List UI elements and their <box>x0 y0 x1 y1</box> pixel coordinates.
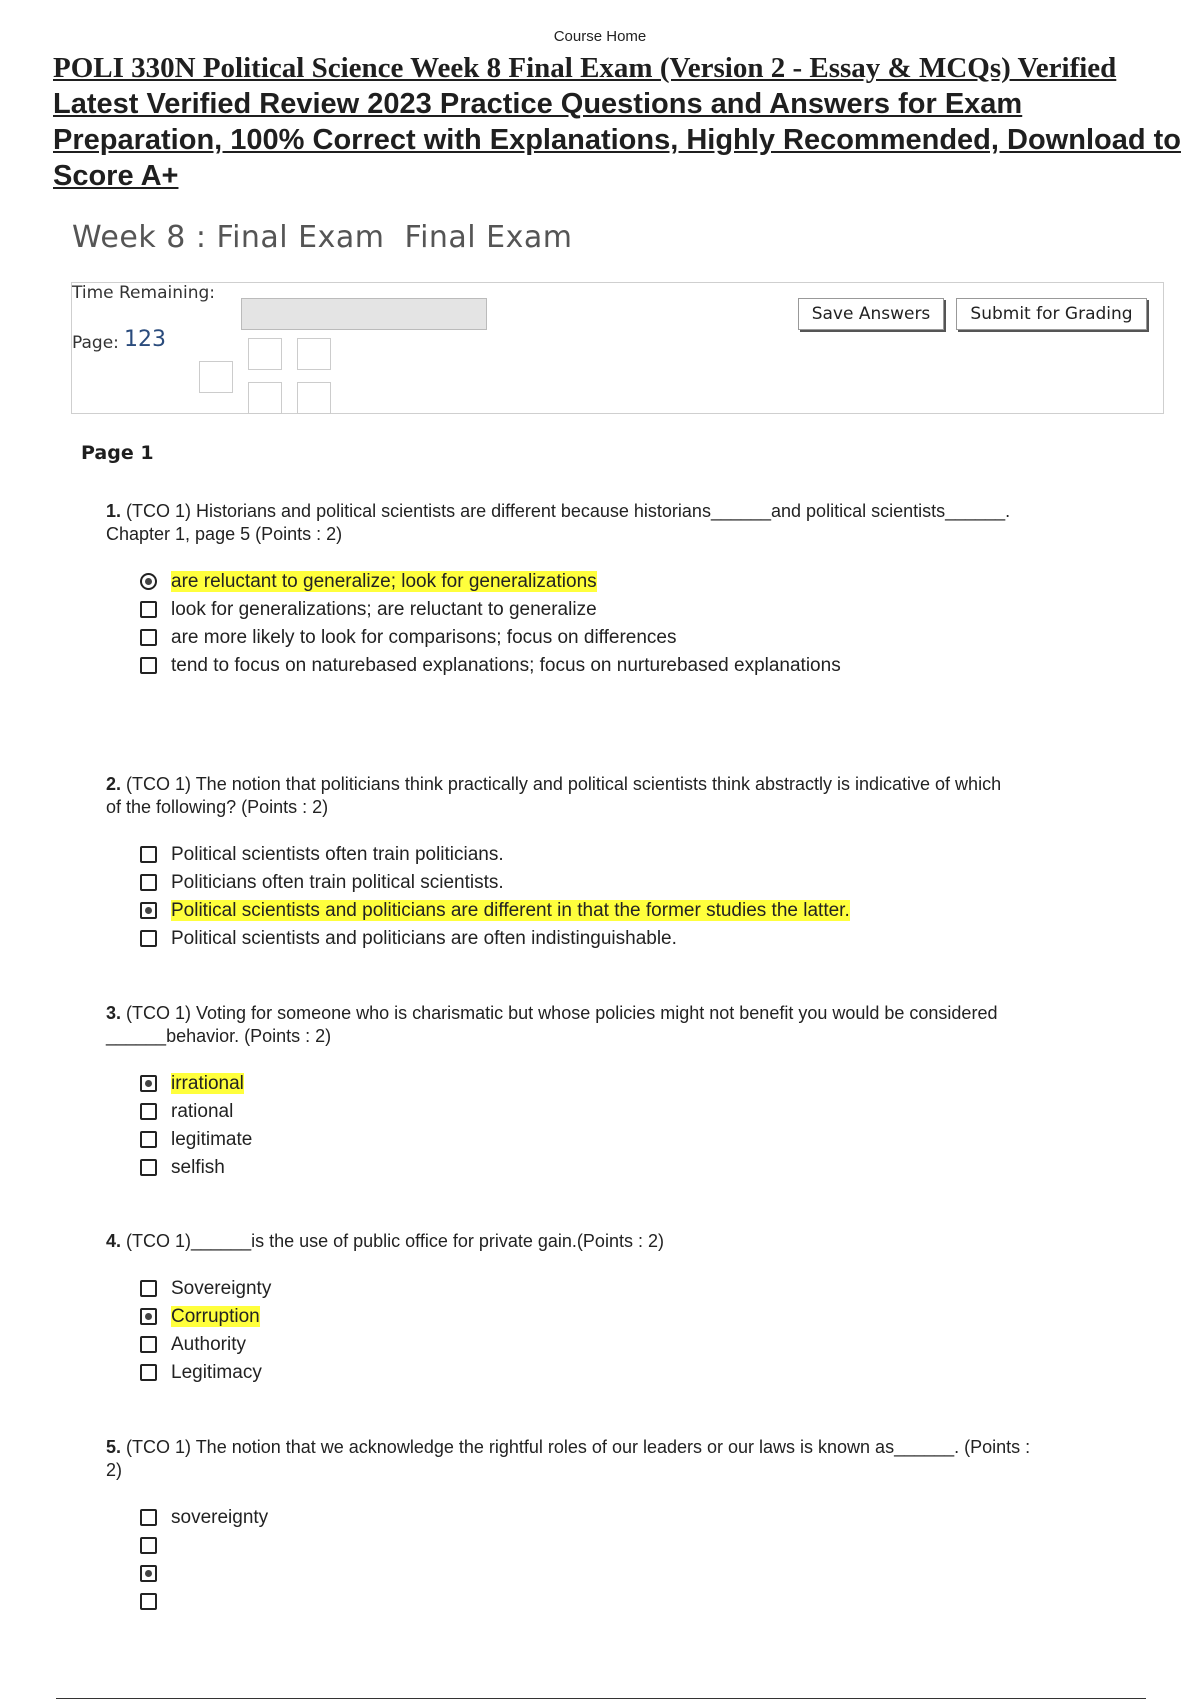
radio-empty-icon[interactable] <box>140 1509 157 1526</box>
question-3 <box>106 1002 1126 1182</box>
exam-control-panel <box>71 282 1164 414</box>
answer-option-label: Political scientists often train politicians. <box>171 844 504 865</box>
answer-option[interactable] <box>140 1532 1126 1560</box>
answer-option-label: Sovereignty <box>171 1278 272 1299</box>
answer-option-label: selfish <box>171 1157 225 1178</box>
question-text <box>106 500 1126 546</box>
radio-empty-icon[interactable] <box>140 601 157 618</box>
page-box-1[interactable] <box>199 361 233 393</box>
question-prompt-cont: 2) <box>106 1460 123 1480</box>
radio-empty-icon[interactable] <box>140 1159 157 1176</box>
question-prompt: (TCO 1) Voting for someone who is charismatic but whose policies might not benefit you would be considered <box>121 1003 998 1023</box>
answer-options <box>140 1504 1126 1616</box>
page-box-5[interactable] <box>297 382 331 414</box>
radio-empty-icon[interactable] <box>140 1103 157 1120</box>
radio-empty-icon[interactable] <box>140 1336 157 1353</box>
question-4 <box>106 1230 1126 1387</box>
answer-option-label: Political scientists and politicians are different in that the former studies the latter. <box>171 900 850 921</box>
answer-option-label: tend to focus on naturebased explanations; focus on nurturebased explanations <box>171 655 841 676</box>
answer-option[interactable] <box>140 869 1126 897</box>
answer-option[interactable] <box>140 1126 1126 1154</box>
answer-option-label: Political scientists and politicians are often indistinguishable. <box>171 928 677 949</box>
answer-option[interactable] <box>140 1331 1126 1359</box>
question-2 <box>106 773 1126 953</box>
answer-option-label: irrational <box>171 1073 244 1094</box>
answer-option-label: Corruption <box>171 1306 260 1327</box>
radio-empty-icon[interactable] <box>140 629 157 646</box>
answer-option-label: Politicians often train political scientists. <box>171 872 504 893</box>
page-box-2[interactable] <box>248 338 282 370</box>
page-label: Page: <box>72 333 119 353</box>
question-number: 5. <box>106 1437 122 1457</box>
answer-option[interactable] <box>140 652 1126 680</box>
question-prompt-cont: Chapter 1, page 5 (Points : 2) <box>106 524 343 544</box>
answer-option-label: are more likely to look for comparisons; focus on differences <box>171 627 677 648</box>
radio-selected-icon[interactable] <box>140 1075 157 1092</box>
question-text <box>106 1002 1126 1048</box>
question-text <box>106 773 1126 819</box>
radio-empty-icon[interactable] <box>140 1131 157 1148</box>
answer-options <box>140 1070 1126 1182</box>
question-1 <box>106 500 1126 680</box>
radio-empty-icon[interactable] <box>140 1537 157 1554</box>
answer-option-label: rational <box>171 1101 234 1122</box>
question-number: 3. <box>106 1003 122 1023</box>
radio-empty-icon[interactable] <box>140 1593 157 1610</box>
answer-option[interactable] <box>140 1303 1126 1331</box>
answer-option-label: legitimate <box>171 1129 253 1150</box>
submit-for-grading-button[interactable]: Submit for Grading <box>956 298 1147 330</box>
radio-empty-icon[interactable] <box>140 846 157 863</box>
question-number: 1. <box>106 501 122 521</box>
answer-option[interactable] <box>140 624 1126 652</box>
answer-option[interactable] <box>140 1275 1126 1303</box>
question-text <box>106 1436 1126 1482</box>
answer-option[interactable] <box>140 568 1126 596</box>
exam-heading <box>72 220 573 255</box>
question-number: 2. <box>106 774 122 794</box>
radio-selected-icon[interactable] <box>140 902 157 919</box>
answer-options <box>140 1275 1126 1387</box>
question-5 <box>106 1436 1126 1616</box>
answer-option[interactable] <box>140 596 1126 624</box>
document-title <box>53 50 1200 194</box>
question-prompt: (TCO 1) The notion that we acknowledge the rightful roles of our leaders or our laws is known as______. (Points : <box>121 1437 1031 1457</box>
answer-option-label: are reluctant to generalize; look for generalizations <box>171 571 597 592</box>
time-remaining-label: Time Remaining: <box>72 283 216 303</box>
question-prompt: (TCO 1)______is the use of public office for private gain.(Points : 2) <box>121 1231 664 1251</box>
answer-option-label: sovereignty <box>171 1507 269 1528</box>
answer-options <box>140 568 1126 680</box>
question-prompt-cont: ______behavior. (Points : 2) <box>106 1026 332 1046</box>
answer-option[interactable] <box>140 1154 1126 1182</box>
radio-selected-icon[interactable] <box>140 573 157 590</box>
title-line-4: Score A+ <box>53 160 179 192</box>
page-box-4[interactable] <box>248 382 282 414</box>
answer-option[interactable] <box>140 1588 1126 1616</box>
answer-option-label: Authority <box>171 1334 246 1355</box>
page-heading: Page 1 <box>81 442 154 464</box>
answer-option[interactable] <box>140 925 1126 953</box>
answer-option[interactable] <box>140 841 1126 869</box>
question-prompt: (TCO 1) Historians and political scientists are different because historians______and political scientists______. <box>121 501 1011 521</box>
radio-selected-icon[interactable] <box>140 1565 157 1582</box>
title-line-1: POLI 330N Political Science Week 8 Final Exam (Version 2 - Essay & MCQs) Verified <box>53 52 1117 84</box>
page-box-3[interactable] <box>297 338 331 370</box>
save-answers-button[interactable]: Save Answers <box>798 298 944 330</box>
answer-option[interactable] <box>140 1070 1126 1098</box>
course-home-link[interactable]: Course Home <box>553 28 647 45</box>
radio-empty-icon[interactable] <box>140 657 157 674</box>
exam-name: Final Exam <box>404 220 573 255</box>
radio-selected-icon[interactable] <box>140 1308 157 1325</box>
answer-option[interactable] <box>140 1504 1126 1532</box>
answer-option-label: look for generalizations; are reluctant to generalize <box>171 599 597 620</box>
answer-option[interactable] <box>140 1359 1126 1387</box>
answer-option[interactable] <box>140 1560 1126 1588</box>
question-number: 4. <box>106 1231 122 1251</box>
radio-empty-icon[interactable] <box>140 874 157 891</box>
question-prompt-cont: of the following? (Points : 2) <box>106 797 329 817</box>
answer-option-label: Legitimacy <box>171 1362 262 1383</box>
answer-option[interactable] <box>140 1098 1126 1126</box>
radio-empty-icon[interactable] <box>140 930 157 947</box>
time-remaining-field <box>241 298 487 330</box>
title-line-2: Latest Verified Review 2023 Practice Questions and Answers for Exam <box>53 88 1023 120</box>
radio-empty-icon[interactable] <box>140 1280 157 1297</box>
answer-option[interactable] <box>140 897 1126 925</box>
answer-options <box>140 841 1126 953</box>
title-line-3: Preparation, 100% Correct with Explanations, Highly Recommended, Download to <box>53 124 1181 156</box>
radio-empty-icon[interactable] <box>140 1364 157 1381</box>
question-text <box>106 1230 1126 1253</box>
footer-divider <box>56 1698 1146 1699</box>
page-number-links[interactable]: 123 <box>124 327 166 352</box>
exam-week: Week 8 : Final Exam <box>72 220 385 255</box>
question-prompt: (TCO 1) The notion that politicians think practically and political scientists think abstractly is indicative of which <box>121 774 1002 794</box>
